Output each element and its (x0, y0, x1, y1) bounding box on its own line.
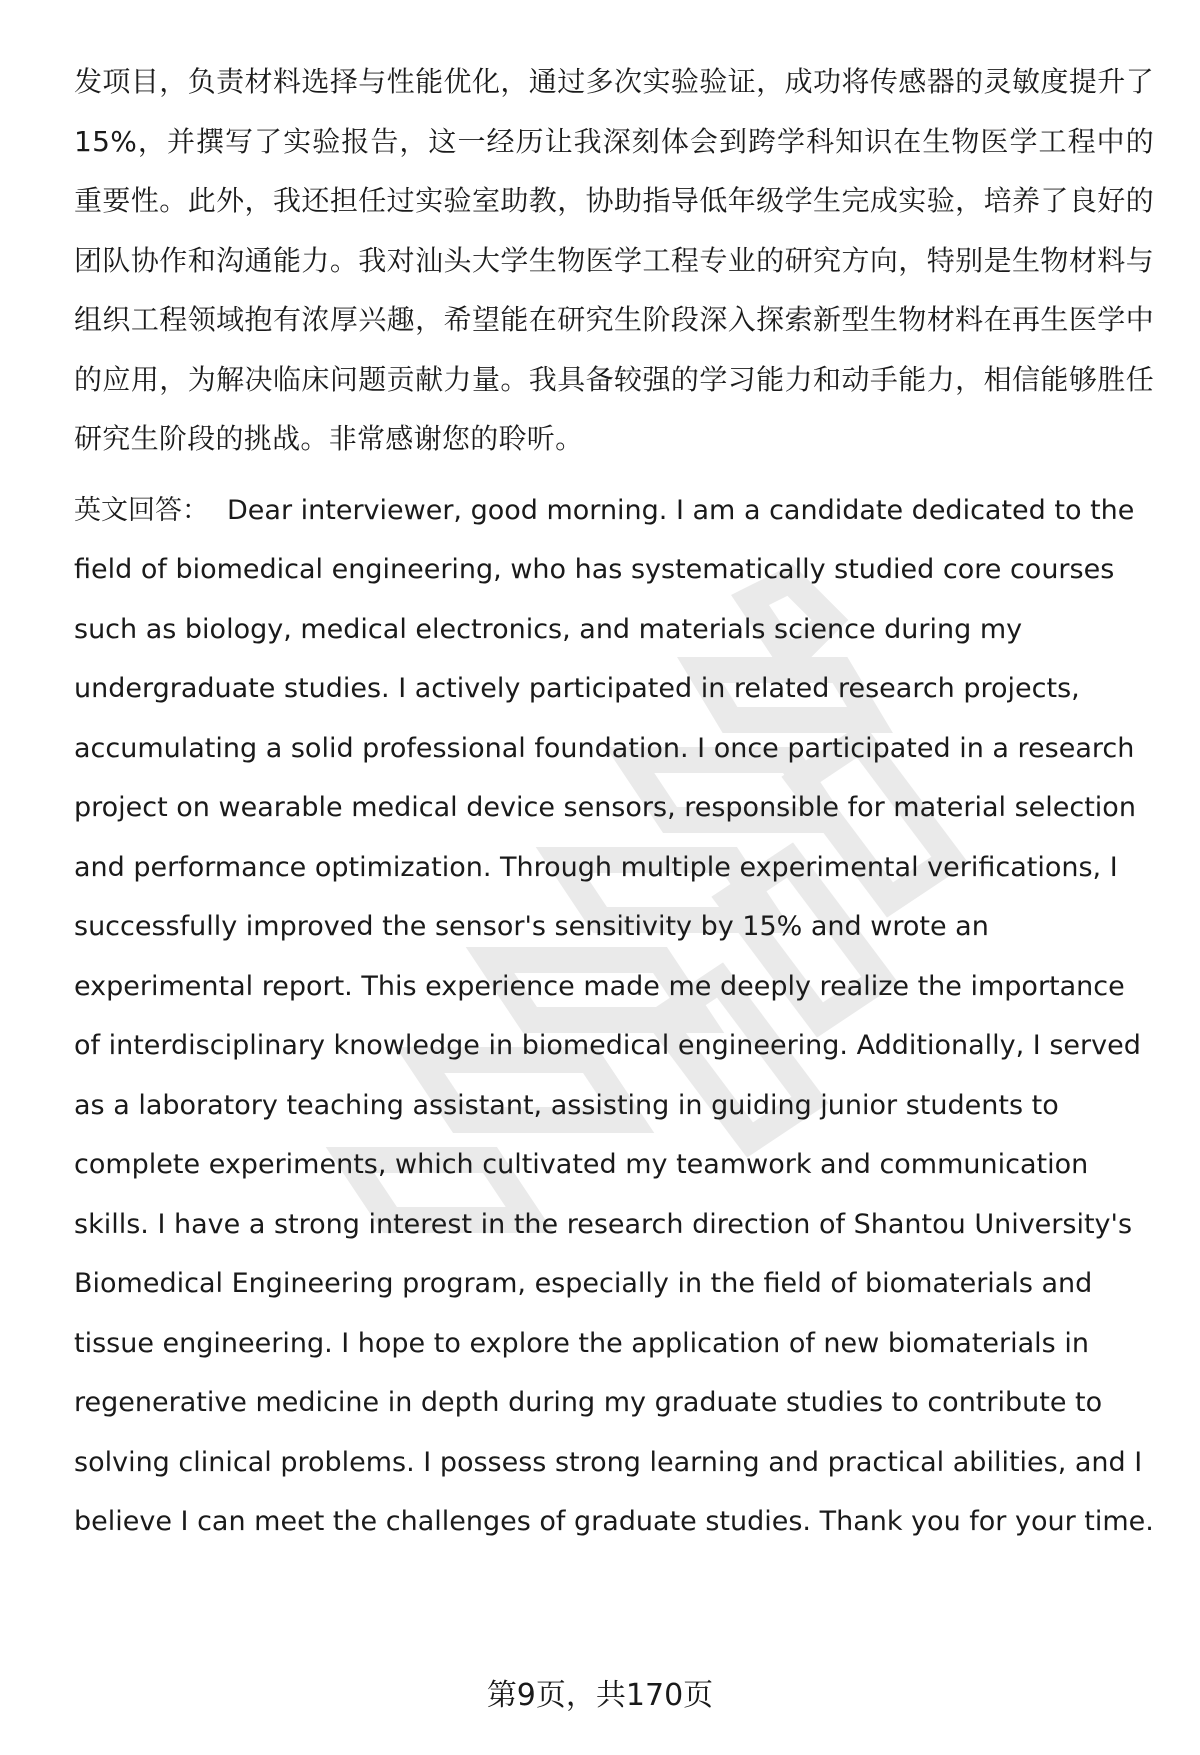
english-answer-label: 英文回答： (74, 494, 209, 526)
english-answer-text: Dear interviewer, good morning. I am a candidate dedicated to the field of biomedical engineering, who has systematically studied core courses such as biology, medical electronics, and materials science during my undergraduate studies. I actively participated in related research projects, accumulating a solid professional foundation. I once participated in a research project on wearable medical device sensors, responsible for material selection and performance optimization. Through multiple experimental verifications, I successfully improved the sensor's sensitivity by 15% and wrote an experimental report. This experience made me deeply realize the importance of interdisciplinary knowledge in biomedical engineering. Additionally, I served as a laboratory teaching assistant, assisting in guiding junior students to complete experiments, which cultivated my teamwork and communication skills. I have a strong interest in the research direction of Shantou University's Biomedical Engineering program, especially in the field of biomaterials and tissue engineering. I hope to explore the application of new biomaterials in regenerative medicine in depth during my graduate studies to contribute to solving clinical problems. I possess strong learning and practical abilities, and I believe I can meet the challenges of graduate studies. Thank you for your time. (74, 494, 1154, 1537)
chinese-answer-paragraph: 发项目，负责材料选择与性能优化，通过多次实验验证，成功将传感器的灵敏度提升了15%，并撰写了实验报告，这一经历让我深刻体会到跨学科知识在生物医学工程中的重要性。此外，我还担任过实验室助教，协助指导低年级学生完成实验，培养了良好的团队协作和沟通能力。我对汕头大学生物医学工程专业的研究方向，特别是生物材料与组织工程领域抱有浓厚兴趣，希望能在研究生阶段深入探索新型生物材料在再生医学中的应用，为解决临床问题贡献力量。我具备较强的学习能力和动手能力，相信能够胜任研究生阶段的挑战。非常感谢您的聆听。 (74, 65, 1154, 455)
page-number-footer: 第9页，共170页 (486, 1678, 714, 1713)
english-answer-paragraph (74, 481, 1154, 1552)
document-body (74, 52, 1154, 1552)
